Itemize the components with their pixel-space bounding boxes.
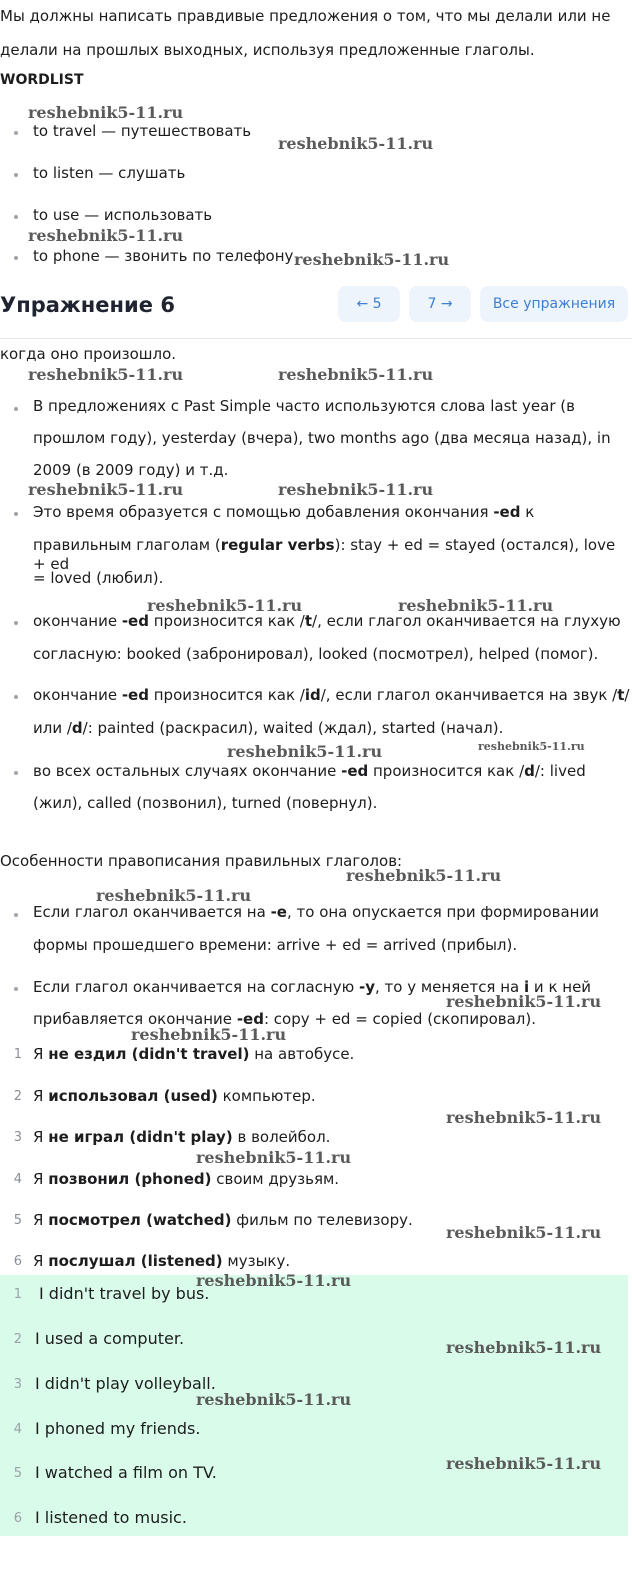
watermark: reshebnik5-11.ru	[278, 480, 434, 499]
all-exercises-button[interactable]: Все упражнения	[480, 286, 628, 322]
next-exercise-button[interactable]	[409, 286, 471, 322]
list-item: Я не играл (didn't play) в волейбол.	[33, 1128, 331, 1146]
watermark: reshebnik5-11.ru	[346, 866, 502, 885]
bullet-dot	[14, 621, 18, 625]
prev-exercise-label: 5	[372, 296, 382, 312]
watermark: reshebnik5-11.ru	[398, 596, 554, 615]
list-item: Я не ездил (didn't travel) на автобусе.	[33, 1045, 355, 1063]
theory-b1-l1: В предложениях с Past Simple часто используются слова last year (в	[33, 397, 575, 415]
answer-number: 1	[13, 1287, 22, 1302]
wordlist-item: to use — использовать	[33, 206, 213, 224]
watermark: reshebnik5-11.ru	[446, 1454, 602, 1473]
watermark: reshebnik5-11.ru	[278, 365, 434, 384]
list-number: 4	[13, 1172, 22, 1187]
list-number: 6	[13, 1254, 22, 1269]
list-number: 1	[13, 1047, 22, 1062]
watermark: reshebnik5-11.ru	[196, 1271, 352, 1290]
watermark: reshebnik5-11.ru	[446, 1338, 602, 1357]
watermark: reshebnik5-11.ru	[28, 103, 184, 122]
watermark: reshebnik5-11.ru	[227, 742, 383, 761]
watermark: reshebnik5-11.ru	[478, 740, 585, 753]
watermark: reshebnik5-11.ru	[28, 365, 184, 384]
bullet-dot	[14, 215, 18, 219]
watermark: reshebnik5-11.ru	[278, 134, 434, 153]
spelling-s1-l2: формы прошедшего времени: arrive + ed = arrived (прибыл).	[33, 936, 518, 954]
arrow-right-icon: →	[440, 296, 453, 312]
watermark: reshebnik5-11.ru	[446, 1108, 602, 1127]
spelling-s2-l2: прибавляется окончание -ed: copy + ed = copied (скопировал).	[33, 1010, 537, 1028]
bullet-dot	[14, 695, 18, 699]
list-item: Я послушал (listened) музыку.	[33, 1252, 291, 1270]
watermark: reshebnik5-11.ru	[147, 596, 303, 615]
bullet-dot	[14, 407, 18, 411]
theory-b2-l3: = loved (любил).	[33, 569, 164, 587]
intro-line-2: делали на прошлых выходных, используя предложенные глаголы.	[0, 41, 535, 59]
bullet-dot	[14, 512, 18, 516]
answer-item: I listened to music.	[35, 1508, 187, 1527]
spelling-title: Особенности правописания правильных глаголов:	[0, 852, 403, 870]
prev-exercise-button[interactable]	[338, 286, 400, 322]
theory-b1-l3: 2009 (в 2009 году) и т.д.	[33, 461, 229, 479]
wordlist-item: to travel — путешествовать	[33, 122, 252, 140]
list-number: 5	[13, 1213, 22, 1228]
bullet-dot	[14, 131, 18, 135]
theory-b4-l1: окончание -ed произносится как /id/, если глагол оканчивается на звук /t/	[33, 686, 630, 704]
watermark: reshebnik5-11.ru	[28, 226, 184, 245]
theory-b4-l2: или /d/: painted (раскрасил), waited (ждал), started (начал).	[33, 719, 504, 737]
watermark: reshebnik5-11.ru	[294, 250, 450, 269]
theory-b5-l2: (жил), called (позвонил), turned (повернул).	[33, 794, 378, 812]
bullet-dot	[14, 987, 18, 991]
answer-item: I didn't travel by bus.	[39, 1284, 210, 1303]
wordlist-item: to listen — слушать	[33, 164, 186, 182]
list-number: 2	[13, 1089, 22, 1104]
answer-item: I phoned my friends.	[35, 1419, 201, 1438]
exercise-title: Упражнение 6	[0, 293, 175, 317]
watermark: reshebnik5-11.ru	[28, 480, 184, 499]
watermark: reshebnik5-11.ru	[196, 1390, 352, 1409]
answer-number: 6	[13, 1511, 22, 1526]
theory-b2-l1: Это время образуется с помощью добавления окончания -ed к	[33, 503, 535, 521]
bullet-dot	[14, 173, 18, 177]
bullet-dot	[14, 256, 18, 260]
list-number: 3	[13, 1130, 22, 1145]
answer-number: 4	[13, 1422, 22, 1437]
answer-item: I didn't play volleyball.	[35, 1374, 216, 1393]
bullet-dot	[14, 771, 18, 775]
list-item: Я использовал (used) компьютер.	[33, 1087, 316, 1105]
answer-item: I watched a film on TV.	[35, 1463, 217, 1482]
theory-b5-l1: во всех остальных случаях окончание -ed произносится как /d/: lived	[33, 762, 586, 780]
arrow-left-icon: ←	[356, 296, 369, 312]
wordlist-title: WORDLIST	[0, 72, 84, 88]
theory-b1-l2: прошлом году), yesterday (вчера), two months ago (два месяца назад), in	[33, 429, 611, 447]
spelling-s1-l1: Если глагол оканчивается на -e, то она опускается при формировании	[33, 903, 599, 921]
theory-b3-l1: окончание -ed произносится как /t/, если глагол оканчивается на глухую	[33, 612, 621, 630]
list-item: Я позвонил (phoned) своим друзьям.	[33, 1170, 340, 1188]
watermark: reshebnik5-11.ru	[96, 886, 252, 905]
theory-b2-l2: правильным глаголам (regular verbs): stay + ed = stayed (остался), love + ed	[33, 536, 616, 573]
intro-line-1: Мы должны написать правдивые предложения о том, что мы делали или не	[0, 7, 611, 25]
divider	[0, 338, 632, 339]
spelling-s2-l1: Если глагол оканчивается на согласную -y, то у меняется на i и к ней	[33, 978, 592, 996]
watermark: reshebnik5-11.ru	[446, 1223, 602, 1242]
list-item: Я посмотрел (watched) фильм по телевизору.	[33, 1211, 413, 1229]
wordlist-item: to phone — звонить по телефону	[33, 247, 294, 265]
watermark: reshebnik5-11.ru	[196, 1148, 352, 1167]
watermark: reshebnik5-11.ru	[446, 992, 602, 1011]
answer-item: I used a computer.	[35, 1329, 185, 1348]
next-exercise-label: 7	[427, 296, 437, 312]
watermark: reshebnik5-11.ru	[131, 1025, 287, 1044]
theory-cut-line: когда оно произошло.	[0, 345, 177, 363]
answer-number: 2	[13, 1332, 22, 1347]
answer-number: 5	[13, 1466, 22, 1481]
theory-b3-l2: согласную: booked (забронировал), looked (посмотрел), helped (помог).	[33, 645, 599, 663]
bullet-dot	[14, 913, 18, 917]
answer-number: 3	[13, 1377, 22, 1392]
